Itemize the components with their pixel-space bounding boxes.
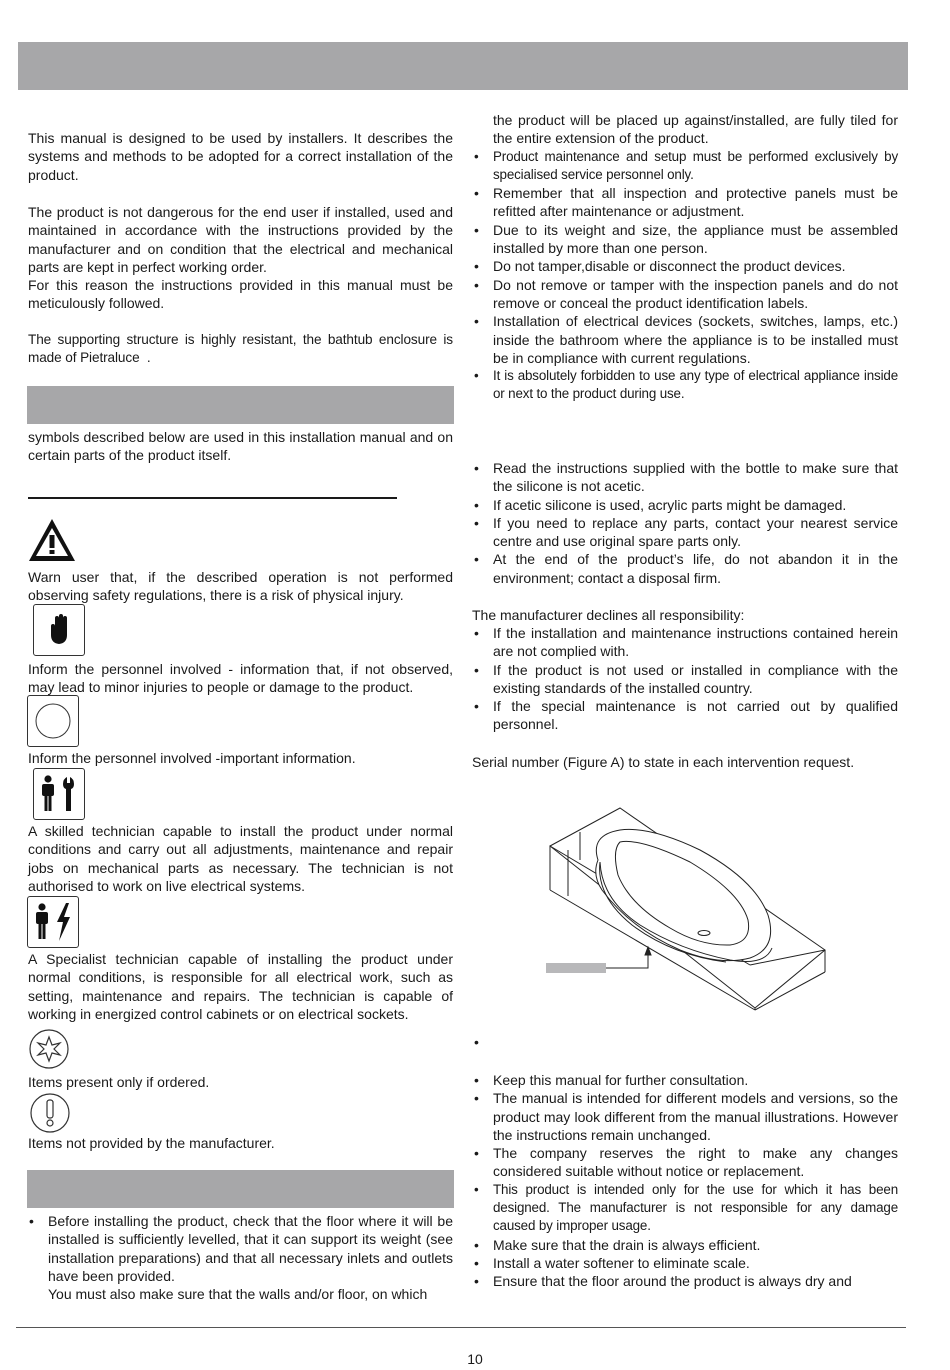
list-item: • If acetic silicone is used, acrylic parts might be damaged. (472, 496, 898, 514)
section-bar-installation (27, 1170, 454, 1208)
list-item: • The company reserves the right to make any changes considered suitable without notice or replacement. (472, 1144, 898, 1181)
bathtub-figure (540, 800, 830, 1015)
list-item: • It is absolutely forbidden to use any type of electrical appliance inside or next to the product during use. (472, 367, 898, 404)
technician-lightning-icon (27, 896, 79, 948)
serial-number-label (546, 963, 606, 973)
circle-icon (27, 695, 79, 747)
list-item: • Before installing the product, check that the floor where it will be installed is sufficiently levelled, that it can support its weight (see installation preparations) and that all necessary inlets and outlets have been provided. (27, 1212, 453, 1285)
list-item: • Do not tamper,disable or disconnect the product devices. (472, 257, 898, 275)
list-item: • Read the instructions supplied with the bottle to make sure that the silicone is not acetic. (472, 459, 898, 496)
list-item: • The manual is intended for different models and versions, so the product may look different from the manual illustrations. However the instructions remain unchanged. (472, 1089, 898, 1144)
intro-paragraph-1: This manual is designed to be used by installers. It describes the systems and methods to be adopted for a correct installation of the product. (28, 130, 453, 183)
responsibility-intro: The manufacturer declines all responsibility: (472, 607, 745, 623)
footer-rule (16, 1327, 906, 1328)
symbol-text-warning: Warn user that, if the described operation is not performed observing safety regulations, there is a risk of physical injury. (28, 569, 453, 604)
list-item: • Install a water softener to eliminate scale. (472, 1254, 898, 1272)
exclamation-icon (29, 1092, 73, 1136)
symbol-text-circle: Inform the personnel involved -important information. (28, 750, 356, 766)
intro-paragraph-3: For this reason the instructions provided in this manual must be meticulously followed. (28, 277, 453, 312)
symbol-text-technician: A skilled technician capable to install the product under normal conditions and carry out all adjustments, maintenance and repair jobs on mechanical parts as necessary. The technician is not authorised to work on live electrical systems. (28, 823, 453, 894)
list-item: • If you need to replace any parts, contact your nearest service centre and use original spare parts only. (472, 514, 898, 551)
section-rule (28, 497, 397, 499)
list-item: • If the special maintenance is not carried out by qualified personnel. (472, 697, 898, 734)
symbol-text-specialist: A Specialist technician capable of installing the product under normal conditions, is responsible for all electrical work, such as setting, maintenance and repairs. The technician is capable of working in energized control cabinets or on electrical sockets. (28, 951, 453, 1022)
list-item: • At the end of the product’s life, do not abandon it in the environment; contact a disposal firm. (472, 550, 898, 587)
symbol-text-hand: Inform the personnel involved - information that, if not observed, may lead to minor injuries to people or damage to the product. (28, 661, 453, 696)
empty-bullet: • (474, 1034, 479, 1050)
symbols-intro: symbols described below are used in this installation manual and on certain parts of the product itself. (28, 429, 453, 464)
warning-triangle-icon (27, 517, 77, 563)
list-item: • Remember that all inspection and protective panels must be refitted after maintenance or adjustment. (472, 184, 898, 221)
installation-list-left (27, 1212, 453, 1303)
list-item-continuation: You must also make sure that the walls and/or floor, on which (48, 1286, 428, 1303)
silicone-list (472, 459, 898, 587)
list-item: • Make sure that the drain is always efficient. (472, 1236, 898, 1254)
list-item: • Do not remove or tamper with the inspection panels and do not remove or conceal the product identification labels. (472, 276, 898, 313)
list-item: • Product maintenance and setup must be performed exclusively by specialised service personnel only. (472, 148, 898, 185)
technician-wrench-icon (33, 768, 85, 820)
serial-number-text: Serial number (Figure A) to state in each intervention request. (472, 754, 855, 770)
notes-list (472, 1071, 898, 1291)
section-bar-symbols (27, 386, 454, 424)
responsibility-list (472, 624, 898, 734)
installation-list-right (472, 111, 898, 404)
list-item: • This product is intended only for the use for which it has been designed. The manufacturer is not responsible for any damage caused by improper usage. (472, 1181, 898, 1236)
list-item: • Due to its weight and size, the appliance must be assembled installed by more than one person. (472, 221, 898, 258)
symbol-text-optional: Items present only if ordered. (28, 1074, 210, 1090)
list-item: • If the installation and maintenance instructions contained herein are not complied with. (472, 624, 898, 661)
list-item: • Keep this manual for further consultation. (472, 1071, 898, 1089)
list-item: • If the product is not used or installed in compliance with the existing standards of the installed country. (472, 661, 898, 698)
list-item: • Ensure that the floor around the product is always dry and (472, 1272, 898, 1290)
page-number: 10 (467, 1351, 483, 1367)
intro-paragraph-4: The supporting structure is highly resistant, the bathtub enclosure is made of Pietraluce . (28, 332, 453, 366)
header-bar (18, 42, 908, 90)
list-item: • Installation of electrical devices (sockets, switches, lamps, etc.) inside the bathroom where the appliance is to be installed must be in compliance with current regulations. (472, 312, 898, 367)
symbol-text-not-provided: Items not provided by the manufacturer. (28, 1135, 275, 1151)
optional-items-icon (27, 1027, 71, 1071)
intro-paragraph-2: The product is not dangerous for the end user if installed, used and maintained in accordance with the instructions provided by the manufacturer and on condition that the electrical and mechanical parts are kept in perfect working order. (28, 204, 453, 275)
hand-icon (33, 604, 85, 656)
list-item-continuation: the product will be placed up against/installed, are fully tiled for the entire extension of the product. (493, 112, 898, 147)
